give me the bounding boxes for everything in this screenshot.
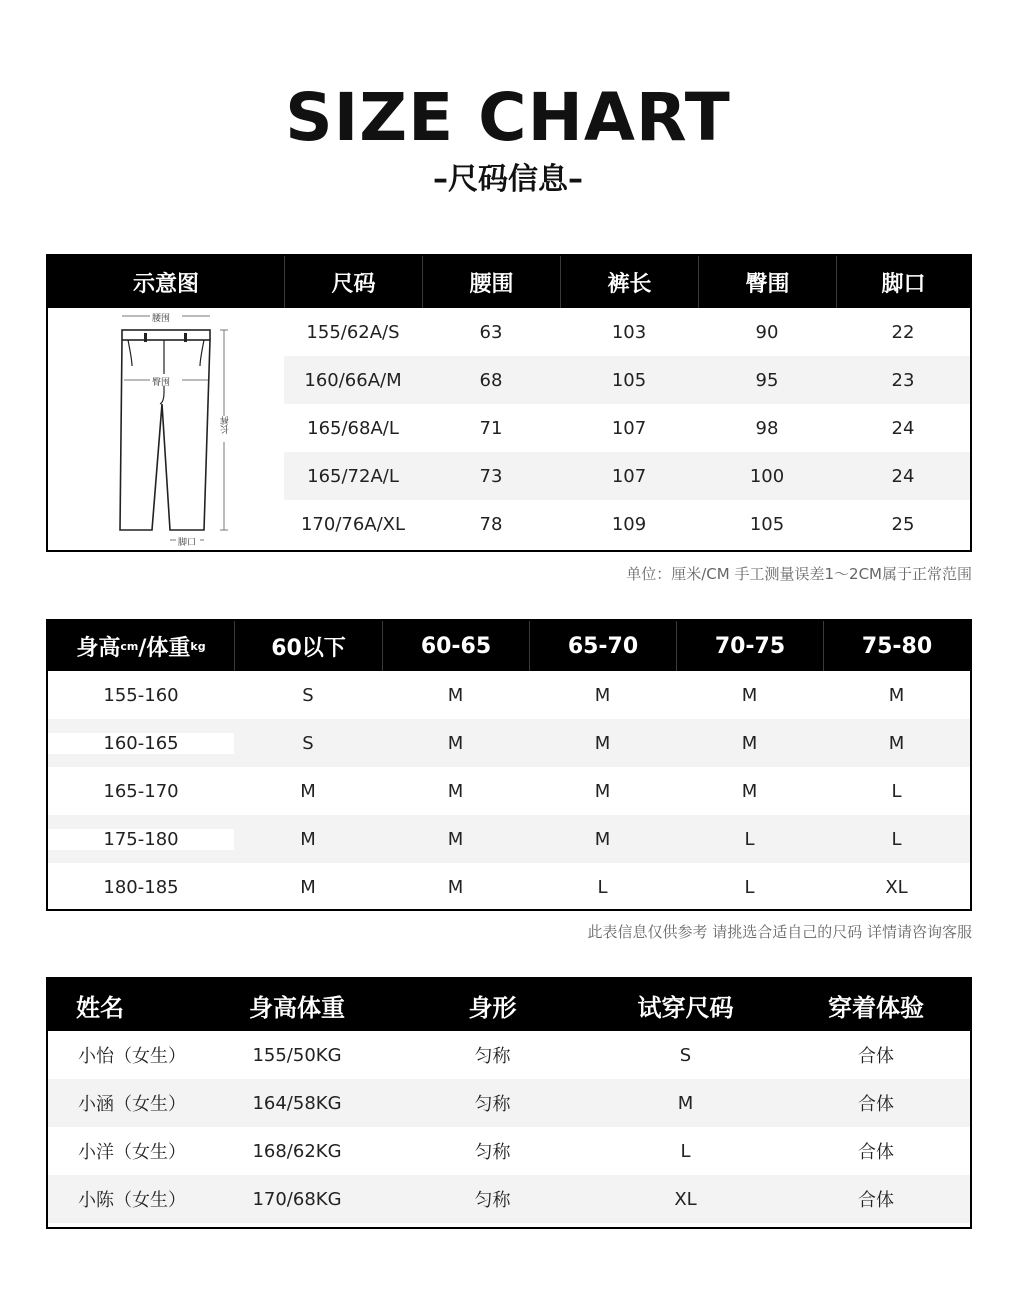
cell-body-shape: 匀称 [474, 1142, 511, 1163]
cell-hem: 23 [891, 369, 915, 391]
cell-size: XL [674, 1188, 697, 1210]
page-title: SIZE CHART [285, 79, 731, 156]
cell-height: 155-160 [48, 685, 234, 706]
table-row [48, 767, 970, 815]
cell-hem: 25 [891, 513, 915, 535]
cell-height: 160-165 [48, 733, 234, 754]
cell-waist: 73 [479, 465, 503, 487]
cell-fit: 合体 [858, 1142, 894, 1163]
cell-size: M [594, 828, 611, 850]
table-header [48, 621, 970, 671]
table-row [48, 1175, 970, 1223]
cell-hip: 100 [749, 465, 785, 487]
cell-size: M [741, 780, 758, 802]
cell-waist: 71 [479, 417, 503, 439]
cell-height-weight: 170/68KG [252, 1188, 342, 1210]
header-fit-experience: 穿着体验 [828, 993, 924, 1022]
measurement-note: 单位：厘米/CM 手工测量误差1～2CM属于正常范围 [626, 565, 972, 583]
table-row [48, 1127, 970, 1175]
diagram-label-length: 长裤 [221, 416, 231, 434]
header-hem: 脚口 [836, 256, 970, 308]
header-height-label: 身高 [76, 635, 121, 661]
pants-outline-icon [48, 308, 284, 550]
header-length: 裤长 [560, 256, 698, 308]
cell-size: 160/66A/M [304, 369, 402, 391]
cell-size: 155/62A/S [306, 321, 400, 343]
header-weight-range: 60-65 [382, 621, 529, 671]
cell-size: L [891, 828, 902, 850]
cell-length: 109 [611, 513, 647, 535]
cell-height: 175-180 [48, 829, 234, 850]
cell-hem: 24 [891, 465, 915, 487]
cell-size: M [447, 828, 464, 850]
cell-height-weight: 168/62KG [252, 1140, 342, 1162]
header-tryon-size: 试穿尺码 [637, 993, 734, 1022]
cell-size: M [888, 732, 905, 754]
cell-waist: 68 [479, 369, 503, 391]
header-weight-unit: kg [190, 639, 206, 653]
cell-body-shape: 匀称 [474, 1190, 511, 1211]
table-row [284, 356, 970, 404]
reference-note: 此表信息仅供参考 请挑选合适自己的尺码 详情请咨询客服 [587, 923, 972, 941]
cell-size: M [594, 732, 611, 754]
cell-hip: 90 [755, 321, 779, 343]
header-weight-range: 65-70 [529, 621, 676, 671]
cell-length: 107 [611, 465, 647, 487]
table-row [284, 452, 970, 500]
header-size: 尺码 [284, 256, 422, 308]
cell-fit: 合体 [858, 1046, 894, 1067]
cell-hem: 24 [891, 417, 915, 439]
page-subtitle: –尺码信息– [433, 162, 583, 197]
table-row [48, 1079, 970, 1127]
cell-size: 170/76A/XL [300, 513, 406, 535]
cell-length: 103 [611, 321, 647, 343]
table-row [284, 404, 970, 452]
cell-size: M [447, 876, 464, 898]
cell-size: 165/72A/L [307, 465, 399, 487]
cell-size: M [300, 780, 316, 802]
cell-size: M [594, 780, 611, 802]
cell-name: 小怡（女生） [78, 1046, 186, 1067]
header-body-shape: 身形 [468, 993, 517, 1022]
table-row [48, 719, 970, 767]
cell-waist: 63 [479, 321, 503, 343]
cell-hip: 105 [749, 513, 785, 535]
cell-size: M [594, 684, 611, 706]
size-measurement-table [46, 254, 972, 552]
table-header [48, 256, 970, 308]
cell-size: L [597, 876, 608, 898]
cell-height-weight: 155/50KG [252, 1044, 342, 1066]
header-name: 姓名 [76, 993, 124, 1022]
header-waist: 腰围 [422, 256, 560, 308]
cell-height-weight: 164/58KG [252, 1092, 342, 1114]
height-weight-table [46, 619, 972, 911]
header-weight-range: 60以下 [234, 621, 382, 671]
cell-name: 小涵（女生） [78, 1094, 186, 1115]
cell-name: 小陈（女生） [78, 1190, 186, 1211]
cell-fit: 合体 [858, 1094, 894, 1115]
cell-fit: 合体 [858, 1190, 894, 1211]
pants-diagram [48, 308, 284, 550]
header-hip: 臀围 [698, 256, 836, 308]
cell-body-shape: 匀称 [474, 1046, 511, 1067]
cell-length: 107 [611, 417, 647, 439]
diagram-label-hem: 脚口 [178, 538, 197, 548]
cell-size: L [744, 828, 755, 850]
table-row [284, 500, 970, 548]
cell-size: M [447, 732, 464, 754]
header-height-weight [48, 621, 234, 671]
cell-size: M [447, 684, 464, 706]
cell-size: M [300, 828, 316, 850]
cell-size: M [677, 1092, 694, 1114]
header-diagram: 示意图 [132, 271, 199, 297]
cell-size: L [891, 780, 902, 802]
cell-size: L [744, 876, 755, 898]
size-rows [284, 308, 970, 550]
header-weight-label: /体重 [138, 635, 191, 661]
cell-hip: 95 [755, 369, 779, 391]
cell-size: XL [885, 876, 908, 898]
cell-hip: 98 [755, 417, 779, 439]
cell-hem: 22 [891, 321, 915, 343]
diagram-label-waist: 腰围 [152, 314, 171, 324]
cell-size: L [680, 1140, 691, 1162]
header-weight-range: 75-80 [823, 621, 970, 671]
header-height-unit: cm [120, 639, 139, 653]
diagram-label-hip: 臀围 [152, 378, 171, 388]
header-weight-range: 70-75 [676, 621, 823, 671]
cell-size: M [741, 732, 758, 754]
header-height-weight: 身高体重 [249, 993, 345, 1022]
cell-size: M [741, 684, 758, 706]
cell-size: S [302, 732, 314, 754]
table-row [284, 308, 970, 356]
table-row [48, 1031, 970, 1079]
cell-length: 105 [611, 369, 647, 391]
cell-size: M [888, 684, 905, 706]
table-row [48, 671, 970, 719]
cell-height: 165-170 [48, 781, 234, 802]
cell-size: S [679, 1044, 692, 1066]
cell-body-shape: 匀称 [474, 1094, 511, 1115]
cell-size: M [300, 876, 316, 898]
table-row [48, 815, 970, 863]
table-row [48, 863, 970, 911]
tryon-table [46, 977, 972, 1229]
cell-name: 小洋（女生） [78, 1142, 186, 1163]
cell-size: S [302, 684, 314, 706]
cell-height: 180-185 [48, 877, 234, 898]
cell-size: 165/68A/L [307, 417, 399, 439]
table-header [48, 979, 970, 1031]
cell-size: M [447, 780, 464, 802]
cell-waist: 78 [479, 513, 503, 535]
